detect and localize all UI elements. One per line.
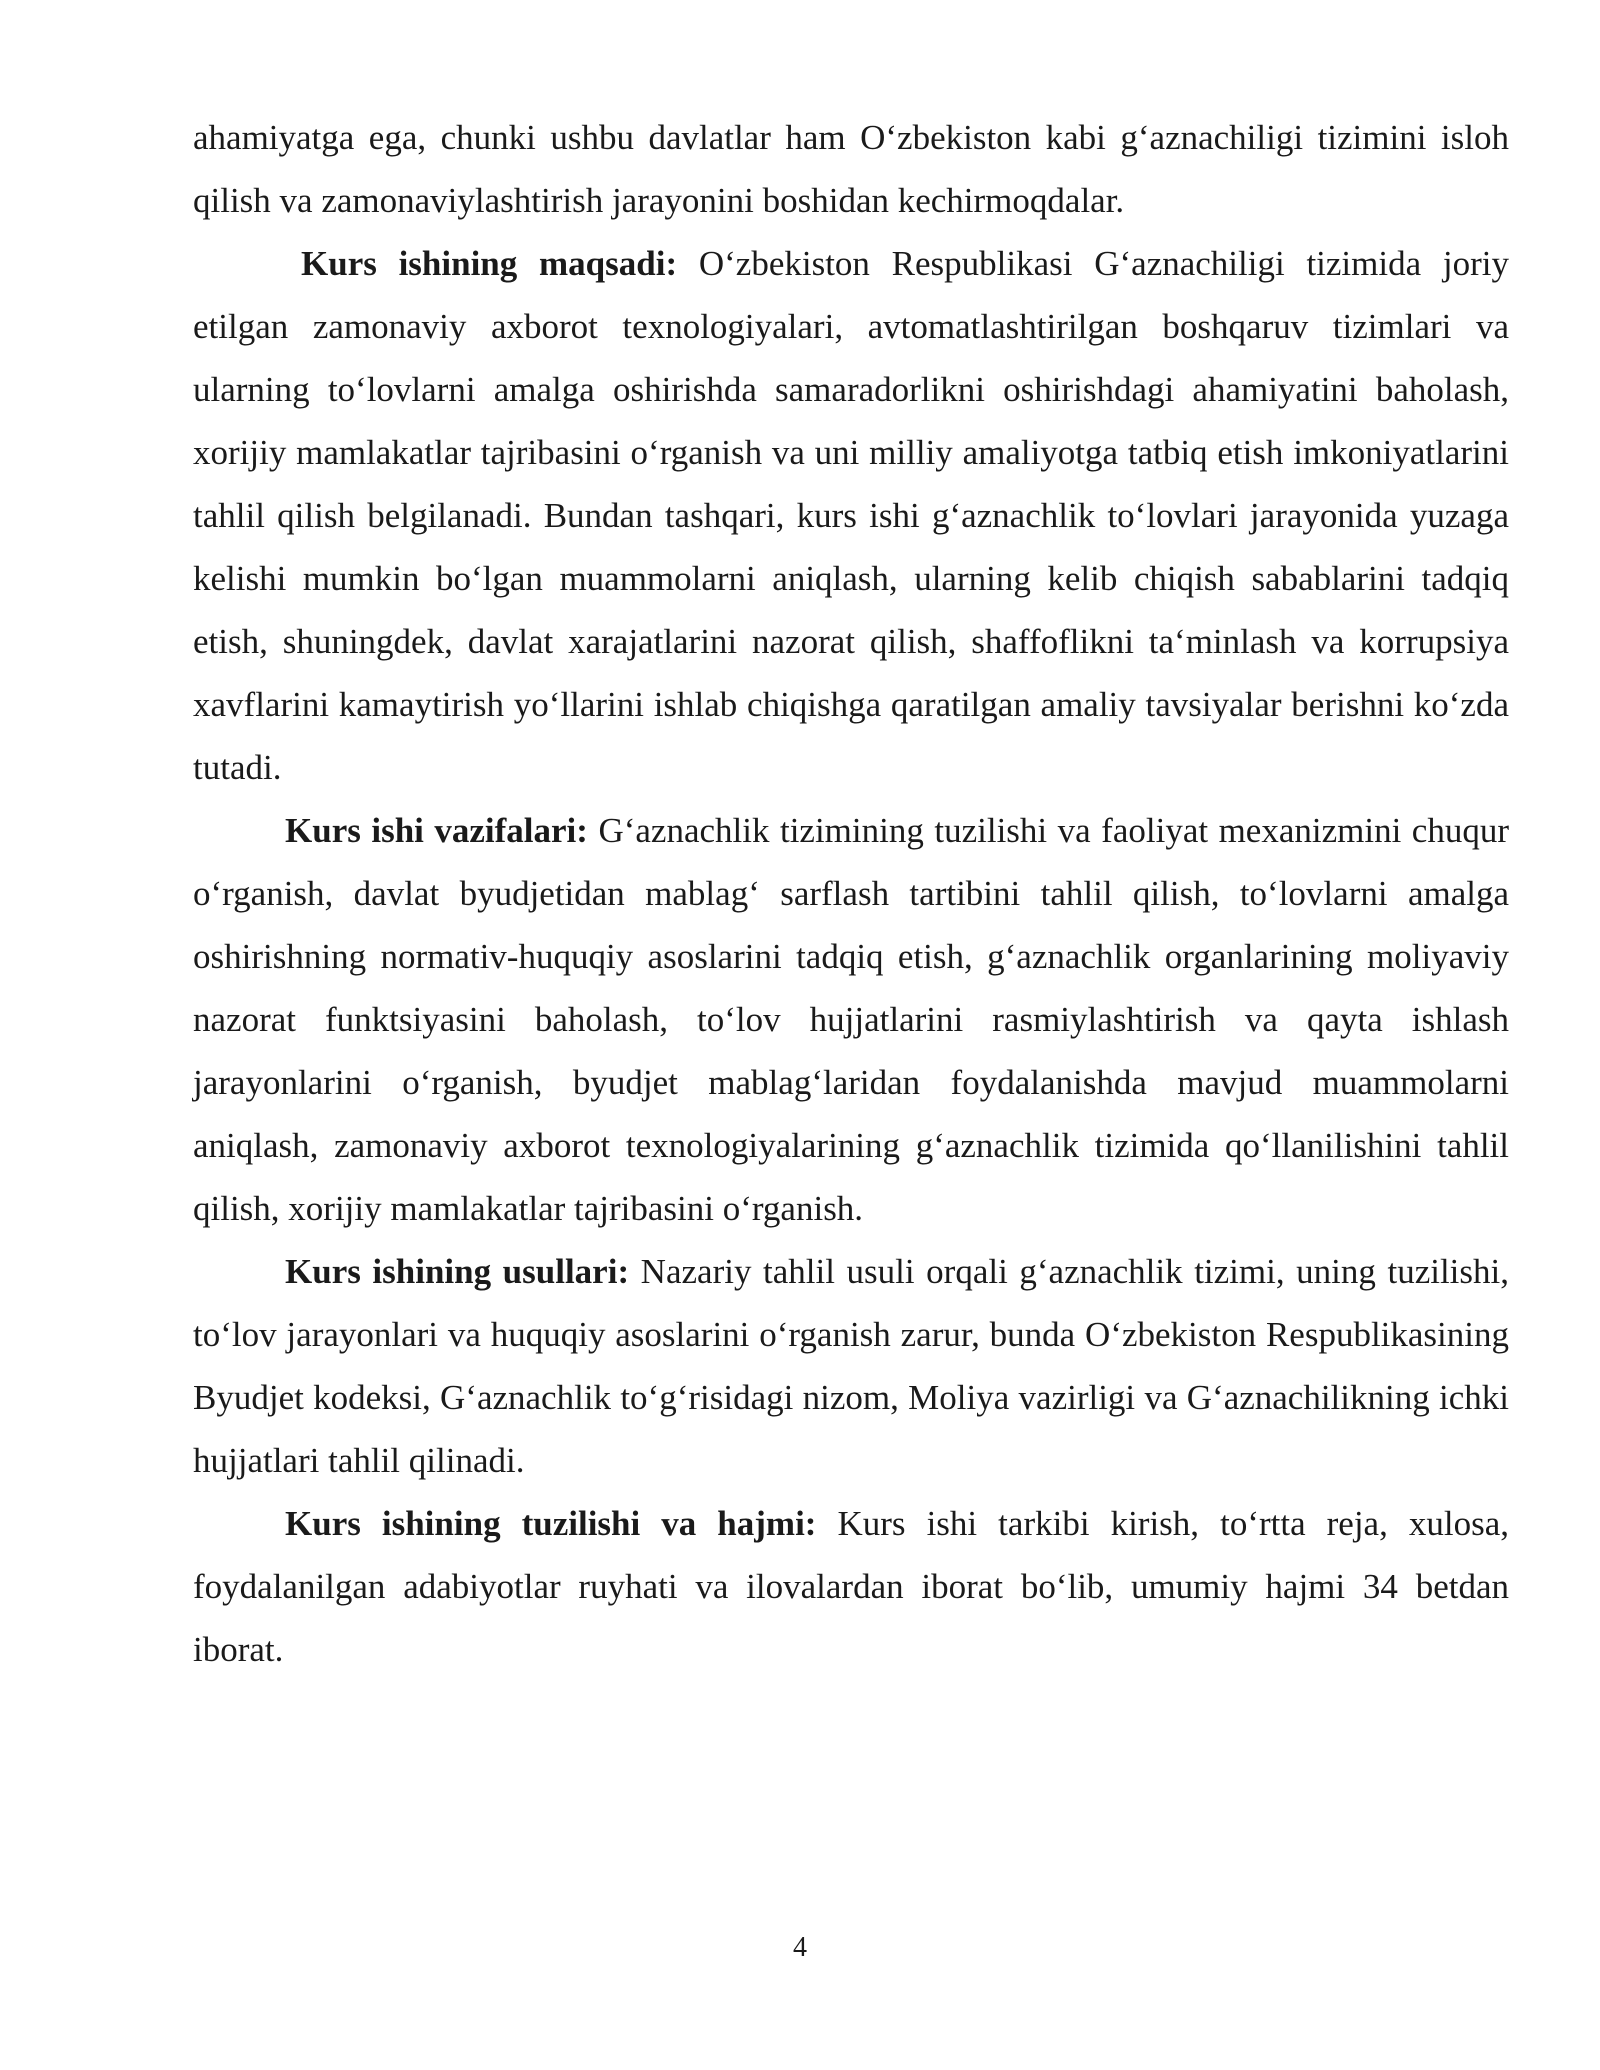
- course-goal-label: Kurs ishining maqsadi:: [301, 244, 678, 283]
- course-goal-paragraph: [193, 232, 1509, 799]
- document-page: [193, 106, 1509, 1681]
- course-methods-label: Kurs ishining usullari:: [285, 1252, 630, 1291]
- page-number: 4: [793, 1932, 807, 1963]
- course-tasks-label: Kurs ishi vazifalari:: [285, 811, 588, 850]
- course-structure-label: Kurs ishining tuzilishi va hajmi:: [285, 1504, 817, 1543]
- course-structure-text: Kurs ishi tarkibi kirish, to‘rtta reja, xulosa, foydalanilgan adabiyotlar ruyhati va ilovalardan iborat bo‘lib, umumiy hajmi 34 betdan iborat.: [193, 1504, 1510, 1669]
- intro-continuation-paragraph: ahamiyatga ega, chunki ushbu davlatlar ham O‘zbekiston kabi g‘aznachiligi tizimini isloh qilish va zamonaviylashtirish jarayonini boshidan kechirmoqdalar.: [193, 118, 1509, 220]
- course-methods-paragraph: [193, 1240, 1509, 1492]
- course-tasks-text: G‘aznachlik tizimining tuzilishi va faoliyat mexanizmini chuqur o‘rganish, davlat byudjetidan mablag‘ sarflash tartibini tahlil qilish, to‘lovlarni amalga oshirishning normativ-huquqiy asoslarini tadqiq etish, g‘aznachlik organlarining moliyaviy nazorat funktsiyasini baholash, to‘lov hujjatlarini rasmiylashtirish va qayta ishlash jarayonlarini o‘rganish, byudjet mablag‘laridan foydalanishda mavjud muammolarni aniqlash, zamonaviy axborot texnologiyalarining g‘aznachlik tizimida qo‘llanilishini tahlil qilish, xorijiy mamlakatlar tajribasini o‘rganish.: [193, 811, 1509, 1228]
- course-structure-paragraph: [193, 1492, 1509, 1681]
- course-tasks-paragraph: [193, 799, 1509, 1240]
- course-goal-text: O‘zbekiston Respublikasi G‘aznachiligi tizimida joriy etilgan zamonaviy axborot texnologiyalari, avtomatlashtirilgan boshqaruv tizimlari va ularning to‘lovlarni amalga oshirishda samaradorlikni oshirishdagi ahamiyatini baholash, xorijiy mamlakatlar tajribasini o‘rganish va uni milliy amaliyotga tatbiq etish imkoniyatlarini tahlil qilish belgilanadi. Bundan tashqari, kurs ishi g‘aznachlik to‘lovlari jarayonida yuzaga kelishi mumkin bo‘lgan muammolarni aniqlash, ularning kelib chiqish sabablarini tadqiq etish, shuningdek, davlat xarajatlarini nazorat qilish, shaffoflikni ta‘minlash va korrupsiya xavflarini kamaytirish yo‘llarini ishlab chiqishga qaratilgan amaliy tavsiyalar berishni ko‘zda tutadi.: [193, 244, 1509, 787]
- course-methods-text: Nazariy tahlil usuli orqali g‘aznachlik tizimi, uning tuzilishi, to‘lov jarayonlari va huquqiy asoslarini o‘rganish zarur, bunda O‘zbekiston Respublikasining Byudjet kodeksi, G‘aznachlik to‘g‘risidagi nizom, Moliya vazirligi va G‘aznachilikning ichki hujjatlari tahlil qilinadi.: [193, 1252, 1510, 1480]
